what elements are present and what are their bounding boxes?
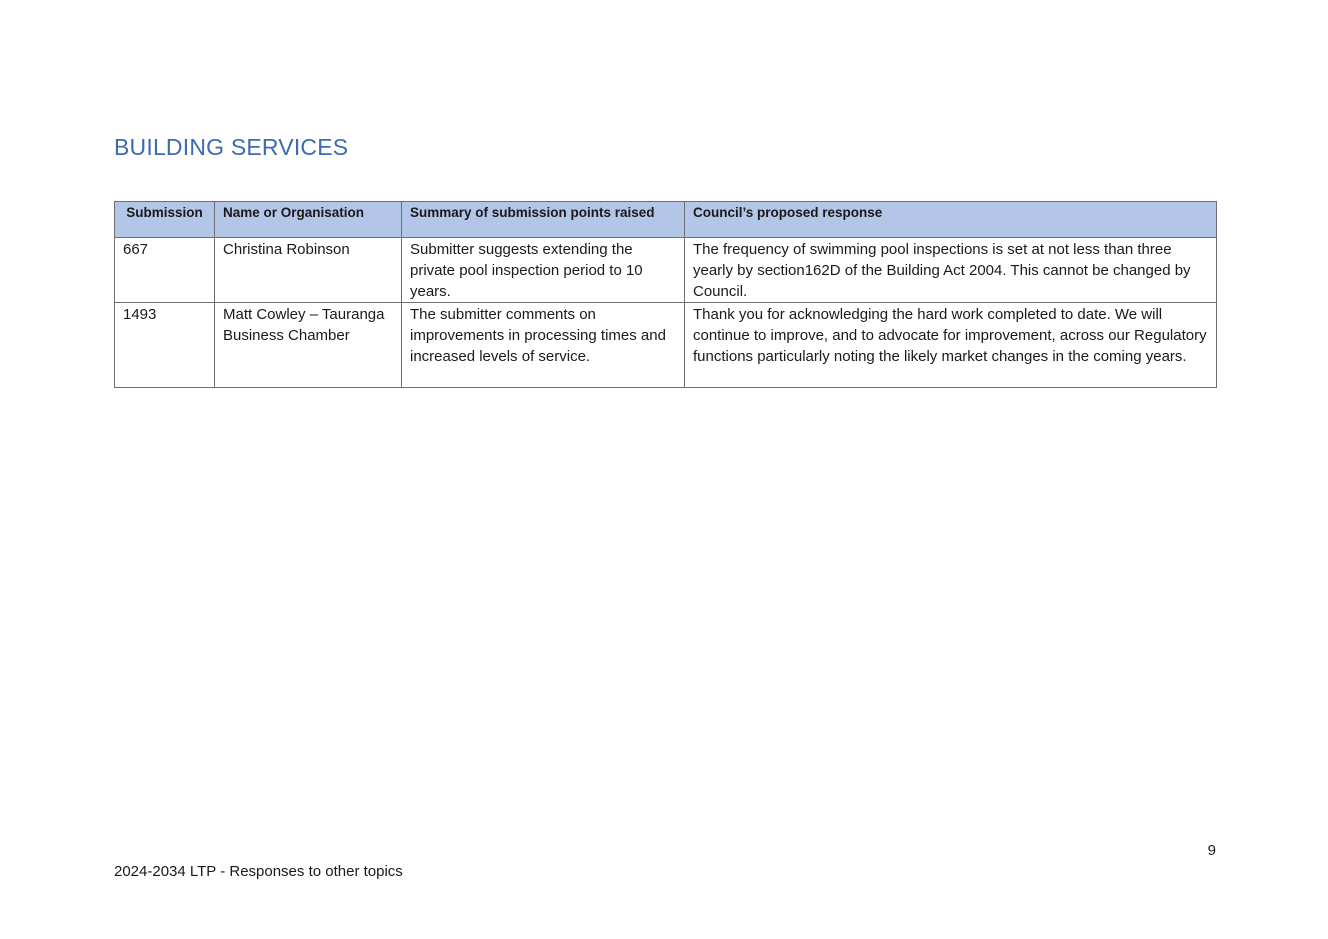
cell-submission: 1493 [115, 303, 215, 388]
cell-submission: 667 [115, 238, 215, 303]
header-summary: Summary of submission points raised [402, 202, 685, 238]
cell-response: The frequency of swimming pool inspections is set at not less than three yearly by section162D of the Building Act 2004. This cannot be changed by Council. [685, 238, 1217, 303]
header-response: Council’s proposed response [685, 202, 1217, 238]
table-row [115, 303, 1217, 388]
submissions-table [114, 201, 1217, 388]
header-name: Name or Organisation [215, 202, 402, 238]
table-row [115, 238, 1217, 303]
section-heading: BUILDING SERVICES [114, 134, 349, 160]
cell-name: Matt Cowley – Tauranga Business Chamber [215, 303, 402, 388]
footer-text: 2024-2034 LTP - Responses to other topics [114, 863, 403, 880]
page-number: 9 [1207, 842, 1216, 859]
cell-summary: The submitter comments on improvements in processing times and increased levels of service. [402, 303, 685, 388]
cell-summary: Submitter suggests extending the private pool inspection period to 10 years. [402, 238, 685, 303]
header-submission: Submission [115, 202, 215, 238]
cell-response: Thank you for acknowledging the hard work completed to date. We will continue to improve, and to advocate for improvement, across our Regulatory functions particularly noting the likely market changes in the coming years. [685, 303, 1217, 388]
cell-name: Christina Robinson [215, 238, 402, 303]
table-header-row [115, 202, 1217, 238]
